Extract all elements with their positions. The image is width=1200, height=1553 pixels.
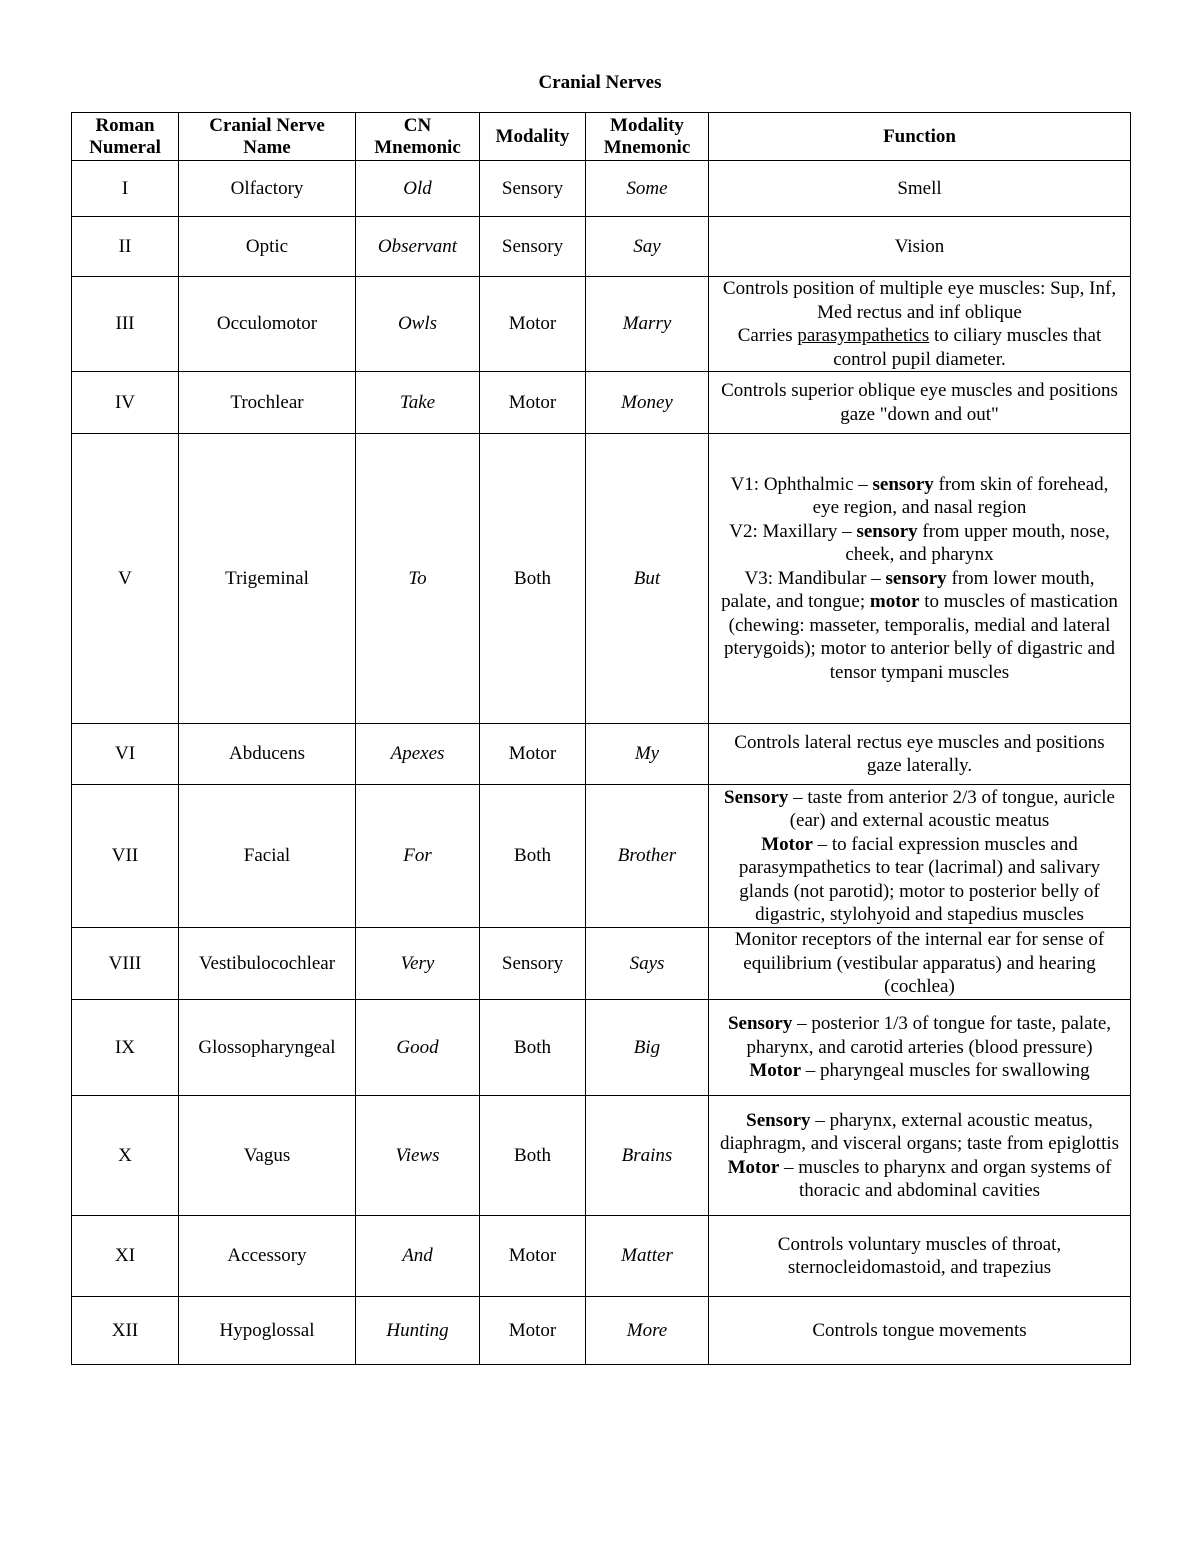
function-text: V3: Mandibular – [744, 567, 886, 589]
function-cell [709, 161, 1131, 217]
header-cn-mnemonic: CN Mnemonic [356, 113, 480, 161]
cn-mnemonic-cell: Good [356, 1000, 480, 1096]
function-text: – to facial expression muscles and parasympathetics to tear (lacrimal) and salivary glands (not parotid); motor to posterior belly of digastric, stylohyoid and stapedius muscles [738, 833, 1101, 925]
modality-cell: Motor [480, 1297, 586, 1365]
table-row [72, 217, 1131, 277]
modality-mnemonic-cell: Money [586, 372, 709, 434]
modality-mnemonic-cell: Marry [586, 277, 709, 372]
cranial-nerves-table [71, 112, 1131, 1365]
modality-mnemonic-cell: But [586, 434, 709, 724]
cn-mnemonic-cell: And [356, 1216, 480, 1297]
cn-mnemonic-cell: Take [356, 372, 480, 434]
nerve-name-cell: Vestibulocochlear [179, 928, 356, 1000]
function-cell [709, 372, 1131, 434]
bold-term: Motor [761, 833, 813, 855]
modality-mnemonic-cell: More [586, 1297, 709, 1365]
table-row [72, 434, 1131, 724]
function-text: Controls tongue movements [812, 1319, 1027, 1341]
function-text: V2: Maxillary – [729, 520, 857, 542]
modality-cell: Motor [480, 372, 586, 434]
nerve-name-cell: Optic [179, 217, 356, 277]
modality-mnemonic-cell: Brains [586, 1096, 709, 1216]
table-row [72, 1216, 1131, 1297]
function-cell [709, 1297, 1131, 1365]
modality-cell: Both [480, 434, 586, 724]
function-text: Controls voluntary muscles of throat, sternocleidomastoid, and trapezius [777, 1233, 1062, 1278]
nerve-name-cell: Occulomotor [179, 277, 356, 372]
roman-numeral-cell: VIII [72, 928, 179, 1000]
roman-numeral-cell: XII [72, 1297, 179, 1365]
modality-mnemonic-cell: Says [586, 928, 709, 1000]
function-cell [709, 277, 1131, 372]
roman-numeral-cell: VII [72, 785, 179, 928]
nerve-name-cell: Glossopharyngeal [179, 1000, 356, 1096]
modality-cell: Both [480, 785, 586, 928]
modality-cell: Motor [480, 277, 586, 372]
bold-term: sensory [885, 567, 947, 589]
function-text: to muscles of mastication (chewing: masseter, temporalis, medial and lateral pterygoids); motor to anterior belly of digastric and tensor tympani muscles [724, 591, 1118, 683]
nerve-name-cell: Accessory [179, 1216, 356, 1297]
table-row [72, 724, 1131, 785]
header-row [72, 113, 1131, 161]
table-row [72, 1096, 1131, 1216]
roman-numeral-cell: IV [72, 372, 179, 434]
function-text: parasympathetics [797, 325, 930, 346]
function-cell [709, 724, 1131, 785]
header-roman-numeral: Roman Numeral [72, 113, 179, 161]
modality-mnemonic-cell: Say [586, 217, 709, 277]
roman-numeral-cell: XI [72, 1216, 179, 1297]
modality-cell: Sensory [480, 161, 586, 217]
bold-term: sensory [856, 520, 918, 542]
function-text: Vision [894, 235, 945, 257]
bold-term: Sensory [724, 786, 789, 808]
function-cell [709, 434, 1131, 724]
table-row [72, 372, 1131, 434]
bold-term: Sensory [746, 1109, 811, 1131]
function-cell [709, 1000, 1131, 1096]
roman-numeral-cell: X [72, 1096, 179, 1216]
modality-cell: Sensory [480, 928, 586, 1000]
nerve-name-cell: Vagus [179, 1096, 356, 1216]
function-text: – pharyngeal muscles for swallowing [801, 1060, 1090, 1082]
cn-mnemonic-cell: Apexes [356, 724, 480, 785]
cn-mnemonic-cell: To [356, 434, 480, 724]
function-text: from upper mouth, nose, cheek, and pharynx [845, 520, 1110, 566]
function-text: – posterior 1/3 of tongue for taste, palate, pharynx, and carotid arteries (blood pressure) [746, 1013, 1112, 1058]
function-cell [709, 928, 1131, 1000]
function-cell [709, 785, 1131, 928]
nerve-name-cell: Hypoglossal [179, 1297, 356, 1365]
cn-mnemonic-cell: Views [356, 1096, 480, 1216]
nerve-name-cell: Trochlear [179, 372, 356, 434]
modality-mnemonic-cell: Matter [586, 1216, 709, 1297]
function-text: Controls superior oblique eye muscles and positions gaze "down and out" [721, 380, 1118, 425]
page-title: Cranial Nerves [538, 72, 662, 93]
header-modality: Modality [480, 113, 586, 161]
roman-numeral-cell: III [72, 277, 179, 372]
function-text: – taste from anterior 2/3 of tongue, auricle (ear) and external acoustic meatus [788, 786, 1115, 831]
modality-mnemonic-cell: Big [586, 1000, 709, 1096]
modality-mnemonic-cell: Some [586, 161, 709, 217]
cn-mnemonic-cell: Observant [356, 217, 480, 277]
header-cranial-nerve-name: Cranial Nerve Name [179, 113, 356, 161]
function-text: V1: Ophthalmic – [730, 473, 873, 495]
modality-cell: Both [480, 1000, 586, 1096]
modality-mnemonic-cell: Brother [586, 785, 709, 928]
function-text: from skin of forehead, eye region, and nasal region [812, 473, 1109, 519]
bold-term: Motor [749, 1060, 802, 1082]
function-text: – pharynx, external acoustic meatus, diaphragm, and visceral organs; taste from epiglottis [719, 1109, 1120, 1154]
table-row [72, 928, 1131, 1000]
bold-term: Sensory [727, 1013, 793, 1035]
nerve-name-cell: Olfactory [179, 161, 356, 217]
function-cell [709, 217, 1131, 277]
modality-cell: Motor [480, 724, 586, 785]
nerve-name-cell: Trigeminal [179, 434, 356, 724]
cn-mnemonic-cell: Very [356, 928, 480, 1000]
cn-mnemonic-cell: Owls [356, 277, 480, 372]
bold-term: Motor [727, 1156, 780, 1178]
cn-mnemonic-cell: Hunting [356, 1297, 480, 1365]
table-row [72, 1000, 1131, 1096]
cn-mnemonic-cell: Old [356, 161, 480, 217]
function-cell [709, 1216, 1131, 1297]
roman-numeral-cell: V [72, 434, 179, 724]
roman-numeral-cell: I [72, 161, 179, 217]
function-text: from lower mouth, palate, and tongue; [721, 567, 1095, 613]
bold-term: sensory [872, 473, 934, 495]
table-row [72, 161, 1131, 217]
table-row [72, 277, 1131, 372]
table-row [72, 785, 1131, 928]
nerve-name-cell: Abducens [179, 724, 356, 785]
nerve-name-cell: Facial [179, 785, 356, 928]
header-modality-mnemonic: Modality Mnemonic [586, 113, 709, 161]
function-text: Controls lateral rectus eye muscles and positions gaze laterally. [734, 731, 1105, 776]
modality-mnemonic-cell: My [586, 724, 709, 785]
function-text: Monitor receptors of the internal ear for sense of equilibrium (vestibular apparatus) and hearing (cochlea) [734, 929, 1105, 998]
function-text: Smell [897, 177, 942, 199]
cn-mnemonic-cell: For [356, 785, 480, 928]
function-text: to ciliary muscles that control pupil diameter. [833, 325, 1102, 370]
function-text: – muscles to pharynx and organ systems of thoracic and abdominal cavities [779, 1156, 1112, 1201]
function-text: Carries [737, 325, 798, 346]
roman-numeral-cell: IX [72, 1000, 179, 1096]
function-text: Controls position of multiple eye muscles: Sup, Inf, Med rectus and inf oblique [722, 278, 1117, 323]
roman-numeral-cell: VI [72, 724, 179, 785]
header-function: Function [709, 113, 1131, 161]
bold-term: motor [869, 591, 920, 613]
modality-cell: Motor [480, 1216, 586, 1297]
table-row [72, 1297, 1131, 1365]
function-cell [709, 1096, 1131, 1216]
roman-numeral-cell: II [72, 217, 179, 277]
modality-cell: Sensory [480, 217, 586, 277]
modality-cell: Both [480, 1096, 586, 1216]
